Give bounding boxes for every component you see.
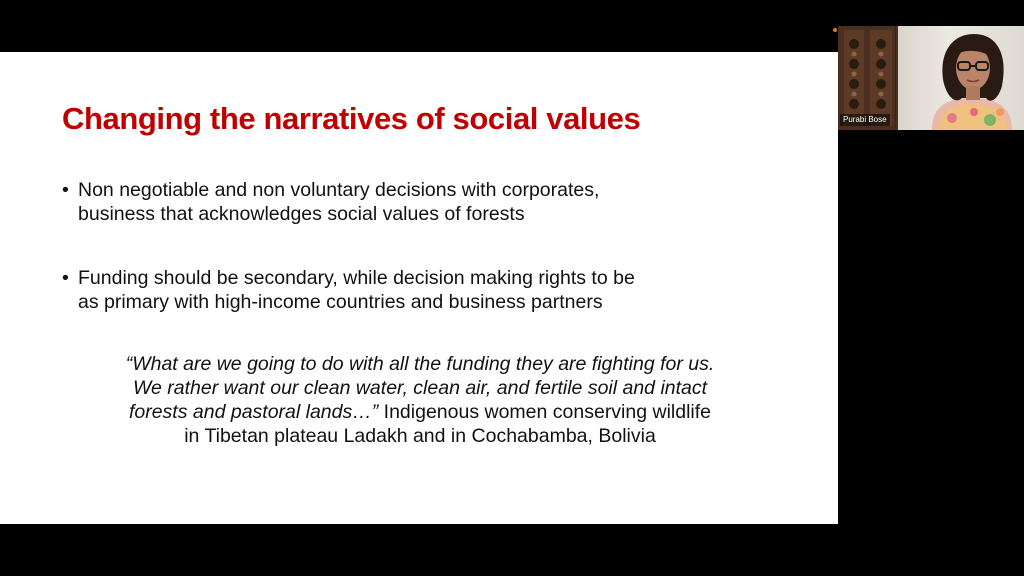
participant-video-tile[interactable] [838,26,1024,130]
bullet-line: as primary with high-income countries and business partners [78,291,603,313]
quote-italic-line: forests and pastoral lands…” [128,401,379,423]
bullet-marker: • [62,267,69,289]
quote-attribution: in Tibetan plateau Ladakh and in Cochabamba, Bolivia [184,425,656,447]
video-tile-divider [895,26,896,130]
slide-bullet-list [62,178,802,314]
slide-quote [40,352,800,448]
shared-slide [0,52,838,524]
quote-italic-line: We rather want our clean water, clean air, and fertile soil and intact [132,377,708,399]
slide-bullet [62,266,802,314]
bullet-line: Funding should be secondary, while decision making rights to be [78,267,635,289]
bullet-line: business that acknowledges social values of forests [78,203,525,225]
slide-bullet [62,178,802,226]
participant-avatar [894,26,1024,130]
bullet-marker: • [62,179,69,201]
bullet-line: Non negotiable and non voluntary decisions with corporates, [78,179,600,201]
quote-italic-line: “What are we going to do with all the funding they are fighting for us. [125,353,715,375]
active-speaker-dot-icon [833,28,837,32]
participant-name-label: Purabi Bose [840,114,890,126]
quote-attribution: Indigenous women conserving wildlife [378,401,712,423]
slide-title: Changing the narratives of social values [62,101,641,136]
